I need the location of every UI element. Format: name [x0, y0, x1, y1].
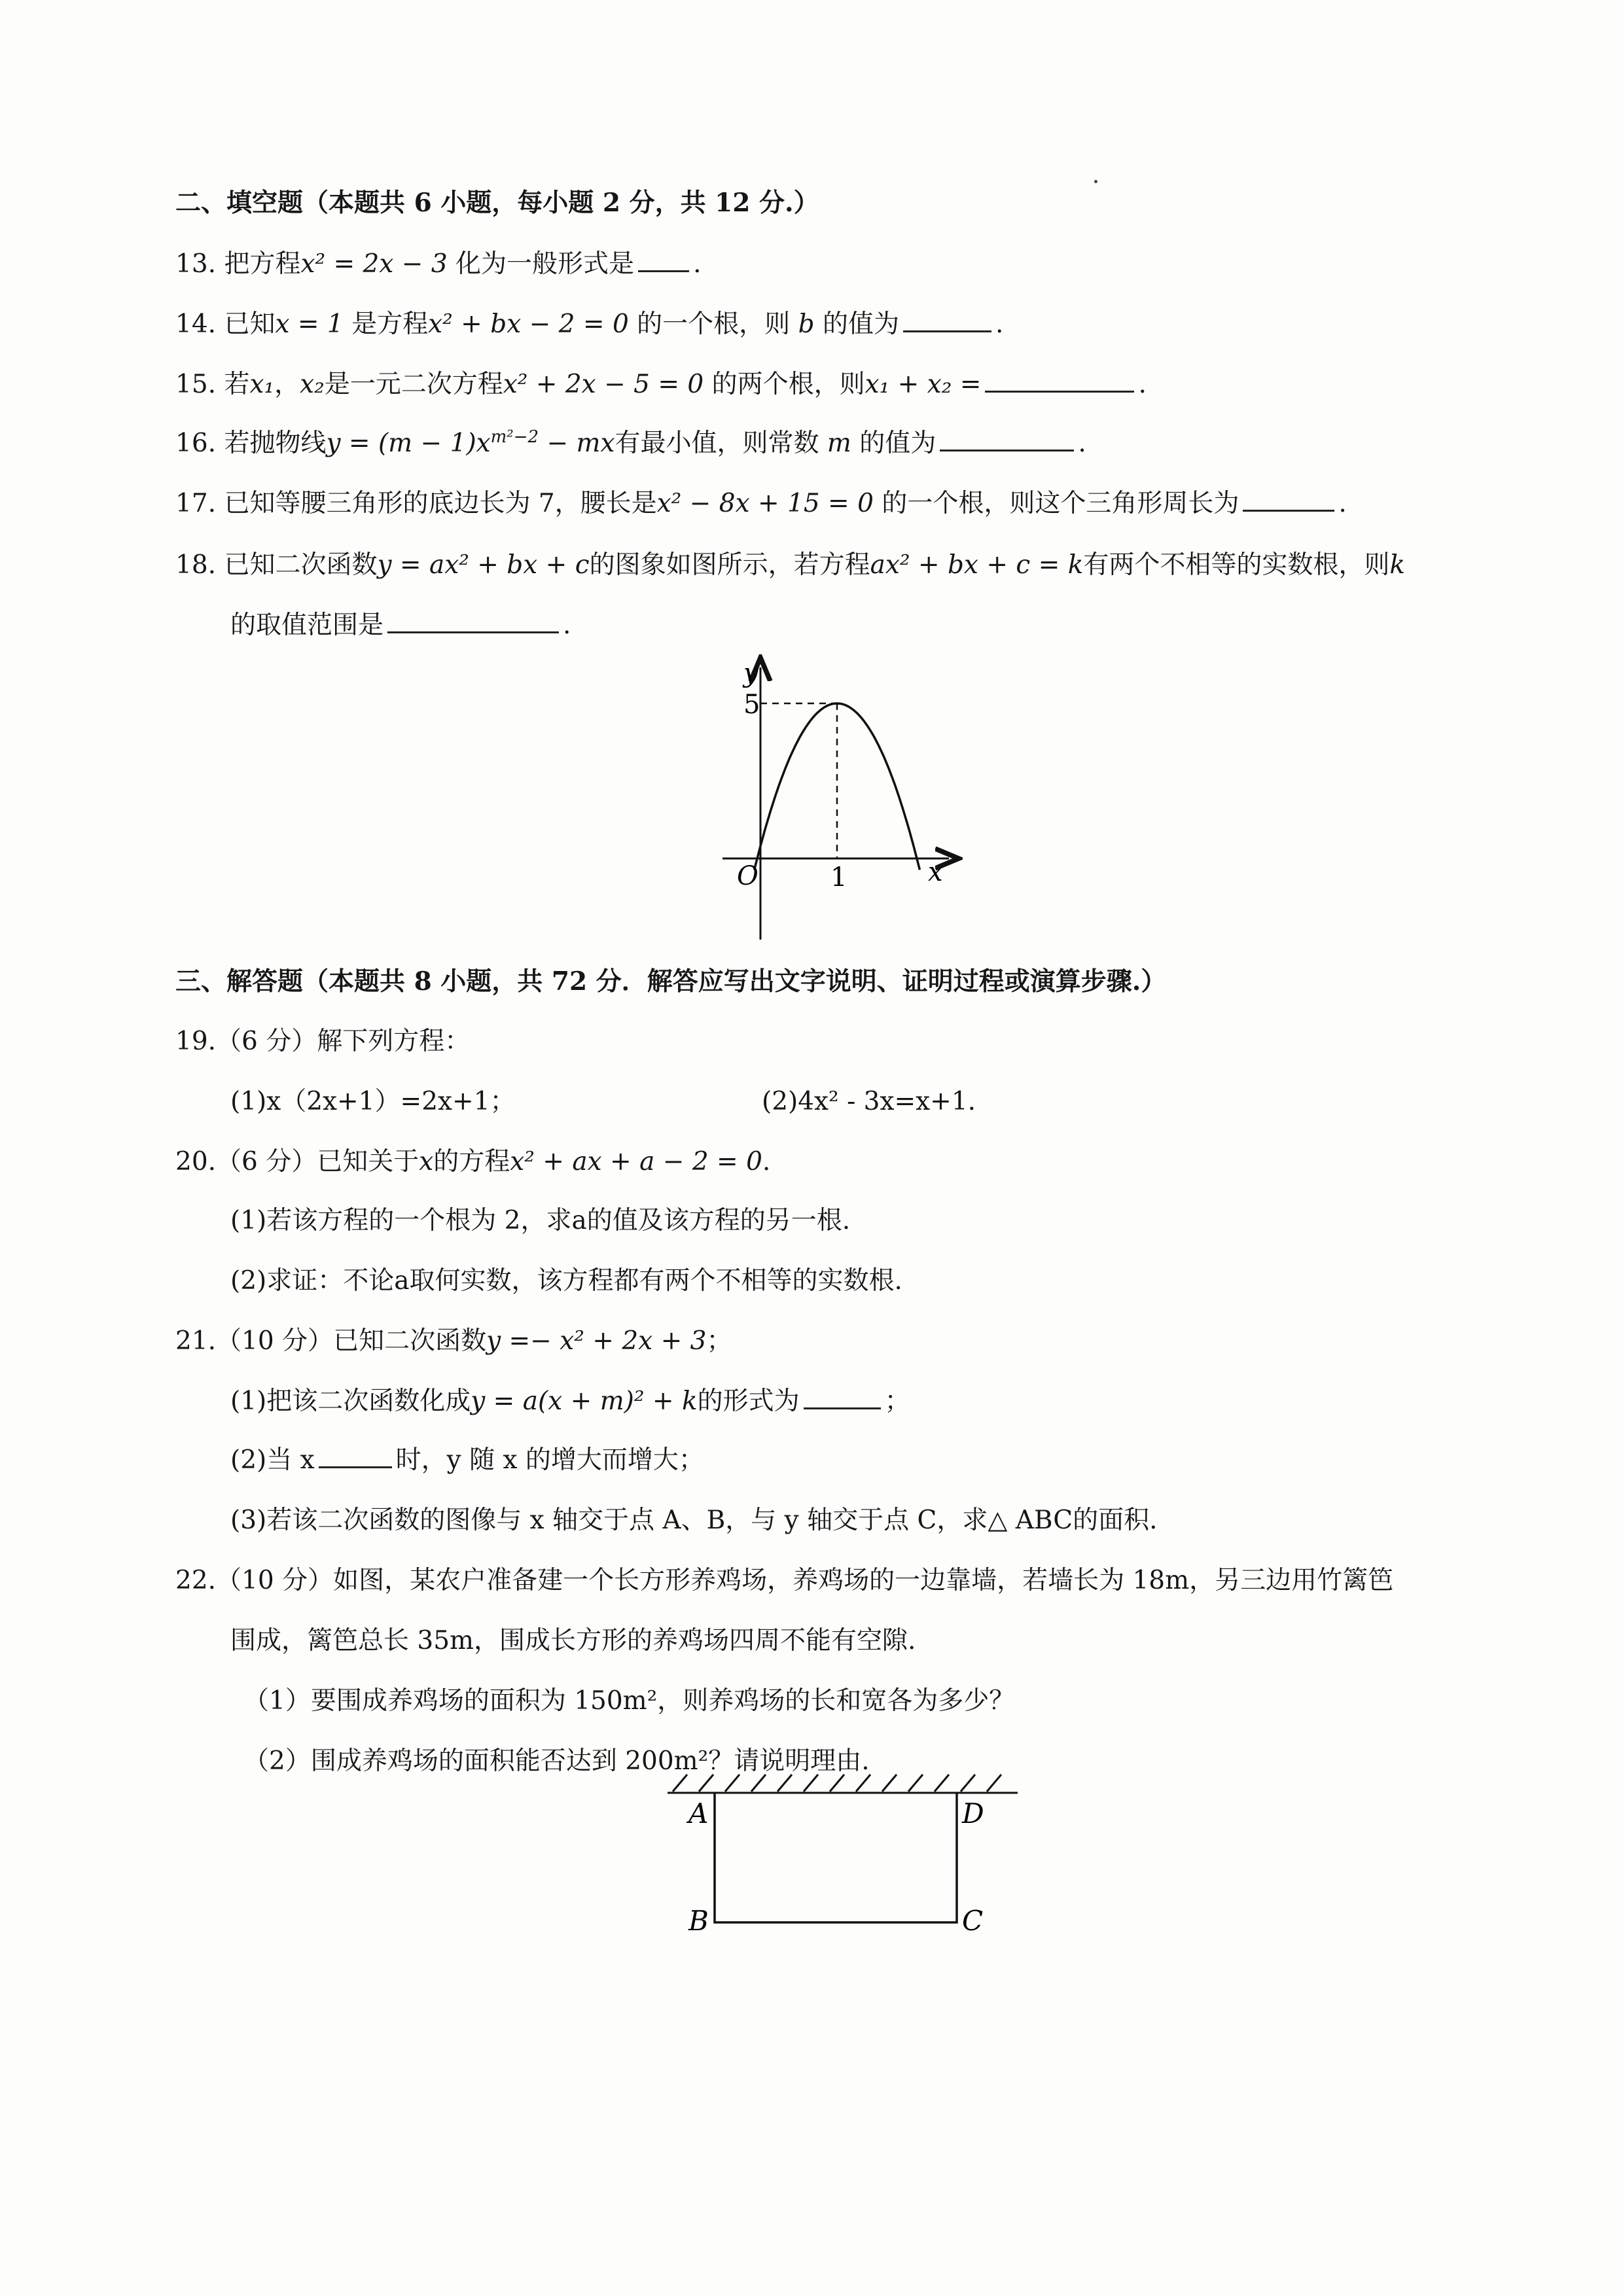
point-B: B	[688, 1905, 709, 1937]
answer-blank[interactable]	[985, 368, 1134, 393]
question-19-part1: (1)x（2x+1）=2x+1；	[230, 1087, 516, 1116]
question-19-part2: (2)4x² - 3x=x+1.	[762, 1087, 976, 1116]
question-14: 14. 已知x = 1 是方程x² + bx − 2 = 0 的一个根，则 b 的值为 .	[175, 309, 1004, 339]
answer-blank[interactable]	[940, 427, 1074, 451]
question-22-part2: （2）围成养鸡场的面积能否达到 200m²？请说明理由.	[243, 1746, 870, 1776]
question-22-part1: （1）要围成养鸡场的面积为 150m²，则养鸡场的长和宽各为多少？	[243, 1686, 1015, 1716]
answer-blank[interactable]	[387, 609, 559, 633]
question-21-part2: (2)当 x 时，y 随 x 的增大而增大；	[230, 1445, 704, 1475]
question-18: 18. 已知二次函数y = ax² + bx + c的图象如图所示，若方程ax² + bx + c = k有两个不相等的实数根，则k	[175, 550, 1405, 580]
point-C: C	[962, 1905, 984, 1937]
point-A: A	[688, 1797, 709, 1829]
chicken-yard-figure	[661, 1767, 1027, 1937]
point-D: D	[962, 1797, 984, 1829]
speck	[1094, 180, 1097, 183]
question-22-line2: 围成，篱笆总长 35m，围成长方形的养鸡场四周不能有空隙.	[230, 1626, 916, 1655]
question-13: 13. 把方程x² = 2x − 3 化为一般形式是 .	[175, 249, 702, 279]
vertex-y-label: 5	[743, 690, 760, 720]
question-22: 22.（10 分）如图，某农户准备建一个长方形养鸡场，养鸡场的一边靠墙，若墙长为 18m，另三边用竹篱笆	[175, 1566, 1394, 1595]
question-17: 17. 已知等腰三角形的底边长为 7，腰长是x² − 8x + 15 = 0 的一个根，则这个三角形周长为 .	[175, 489, 1347, 518]
question-20-part1: (1)若该方程的一个根为 2，求a的值及该方程的另一根.	[230, 1206, 851, 1235]
question-20: 20.（6 分）已知关于x的方程x² + ax + a − 2 = 0.	[175, 1147, 771, 1176]
fence-rectangle	[715, 1793, 957, 1922]
question-16: 16. 若抛物线$y = (m - 1)x^{m^2-2}$ − mx有最小值，则常数 m 的值为 .	[175, 427, 1086, 458]
question-21-part1: (1)把该二次函数化成y = a(x + m)² + k的形式为 ；	[230, 1386, 910, 1416]
question-21: 21.（10 分）已知二次函数y =− x² + 2x + 3；	[175, 1326, 732, 1356]
question-19: 19.（6 分）解下列方程：	[175, 1027, 471, 1056]
parabola-graph	[707, 654, 969, 942]
answer-blank[interactable]	[804, 1385, 881, 1409]
question-18-line2: 的取值范围是 .	[230, 610, 571, 640]
x-axis-label: x	[928, 857, 943, 887]
question-20-part2: (2)求证：不论a取何实数，该方程都有两个不相等的实数根.	[230, 1266, 902, 1296]
answer-blank[interactable]	[319, 1444, 392, 1468]
question-21-part3: (3)若该二次函数的图像与 x 轴交于点 A、B，与 y 轴交于点 C，求△ ABC的面积.	[230, 1506, 1158, 1535]
wall-hatching	[673, 1775, 1001, 1792]
section-heading-solve: 三、解答题（本题共 8 小题，共 72 分．解答应写出文字说明、证明过程或演算步骤.）	[175, 966, 1167, 997]
answer-blank[interactable]	[1243, 487, 1334, 512]
y-axis-label: y	[743, 658, 758, 688]
answer-blank[interactable]	[638, 248, 689, 272]
question-15: 15. 若x₁，x₂是一元二次方程x² + 2x − 5 = 0 的两个根，则x₁ + x₂ = .	[175, 370, 1147, 399]
vertex-x-label: 1	[830, 862, 847, 892]
section-heading-fill-in: 二、填空题（本题共 6 小题，每小题 2 分，共 12 分.）	[175, 188, 819, 218]
answer-blank[interactable]	[903, 308, 991, 332]
origin-label: O	[737, 861, 758, 891]
